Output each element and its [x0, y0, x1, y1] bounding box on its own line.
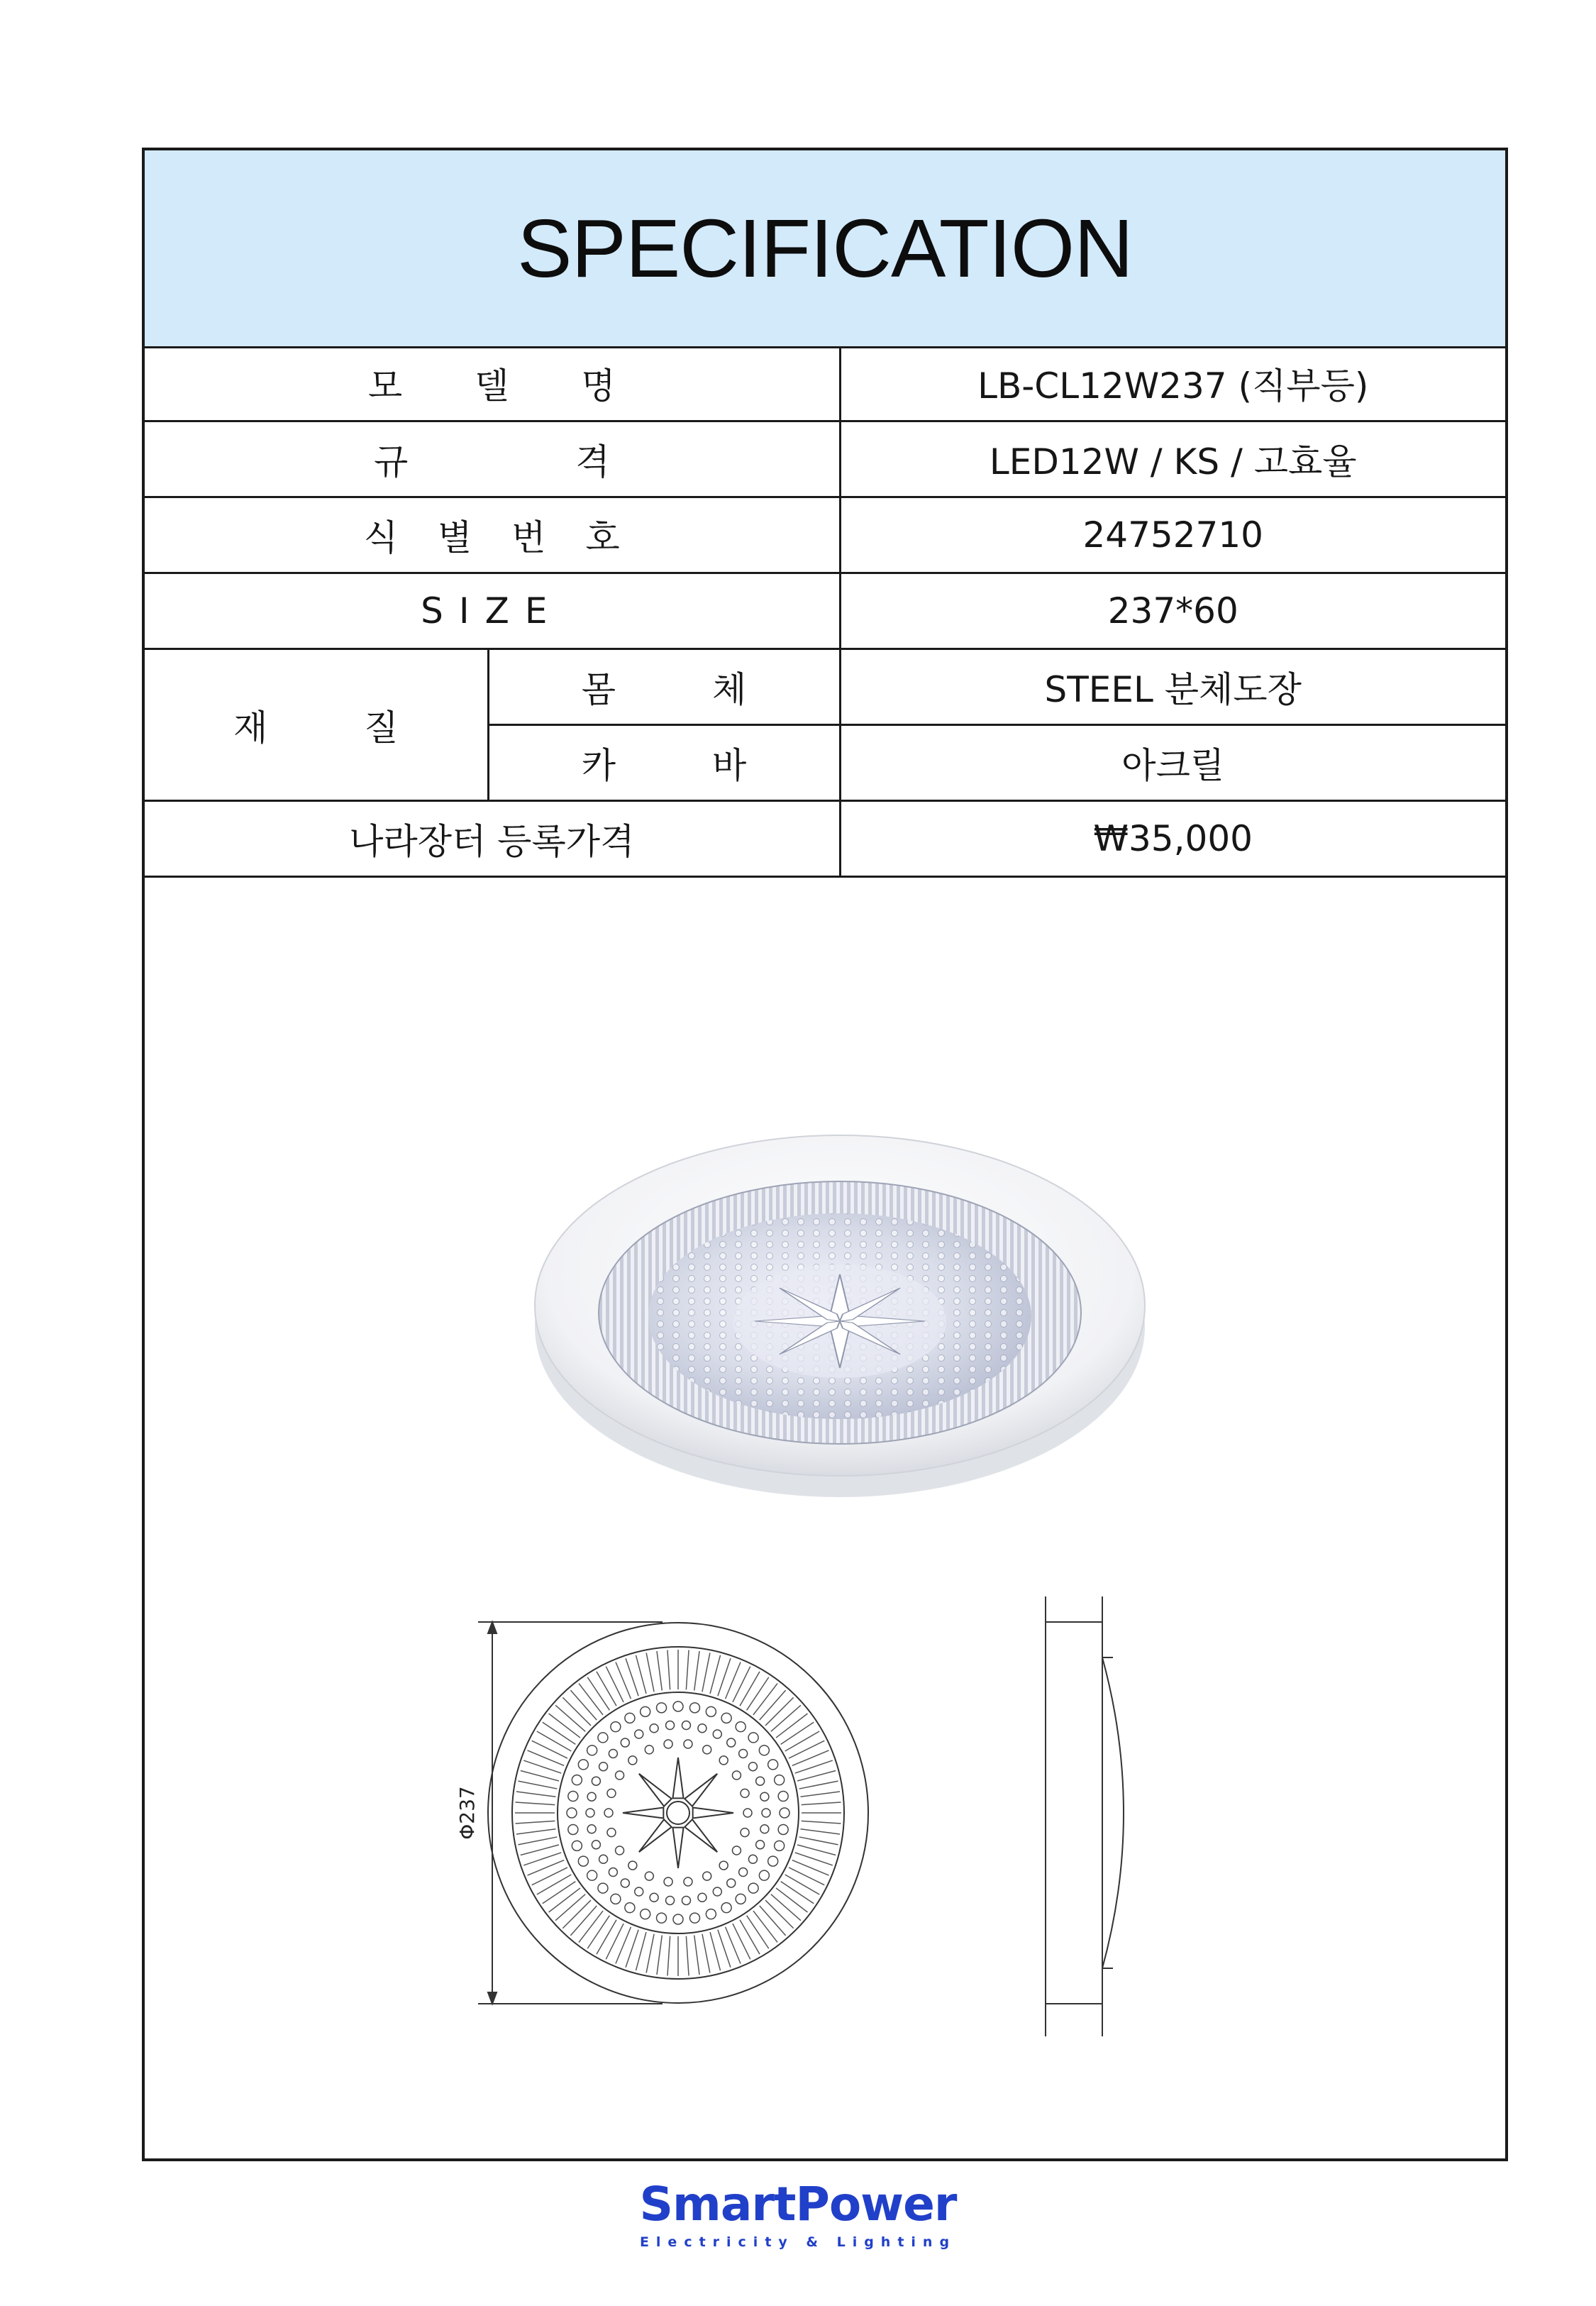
spec-value: LED12W / KS / 고효율 — [840, 421, 1505, 497]
size-label: SIZE — [145, 573, 840, 649]
id-value: 24752710 — [840, 497, 1505, 573]
table-row — [145, 801, 1505, 877]
technical-drawing — [455, 1596, 1195, 2036]
brand-logo — [0, 2177, 1596, 2250]
title-band — [145, 150, 1505, 348]
body-label: 몸 체 — [488, 649, 840, 725]
id-label: 식 별 번 호 — [145, 497, 840, 573]
size-value: 237*60 — [840, 573, 1505, 649]
model-value: LB-CL12W237 (직부등) — [840, 346, 1505, 421]
spec-table — [145, 346, 1505, 878]
spec-label: 규 격 — [145, 421, 840, 497]
table-row — [145, 497, 1505, 573]
material-label: 재 질 — [145, 649, 488, 801]
logo-name: SmartPower — [639, 2177, 957, 2231]
price-value: ₩35,000 — [840, 801, 1505, 877]
cover-value: 아크릴 — [840, 725, 1505, 801]
page-title: SPECIFICATION — [517, 202, 1133, 294]
price-label: 나라장터 등록가격 — [145, 801, 840, 877]
diameter-dimension: Φ237 — [455, 1786, 479, 1840]
body-value: STEEL 분체도장 — [840, 649, 1505, 725]
cover-label: 카 바 — [488, 725, 840, 801]
table-row — [145, 649, 1505, 725]
table-row — [145, 346, 1505, 421]
product-photo — [528, 1057, 1152, 1540]
model-label: 모 델 명 — [145, 346, 840, 421]
spec-sheet — [142, 148, 1508, 2161]
logo-tagline: Electricity & Lighting — [639, 2234, 957, 2250]
product-image-area — [145, 894, 1505, 2158]
table-row — [145, 421, 1505, 497]
table-row — [145, 573, 1505, 649]
